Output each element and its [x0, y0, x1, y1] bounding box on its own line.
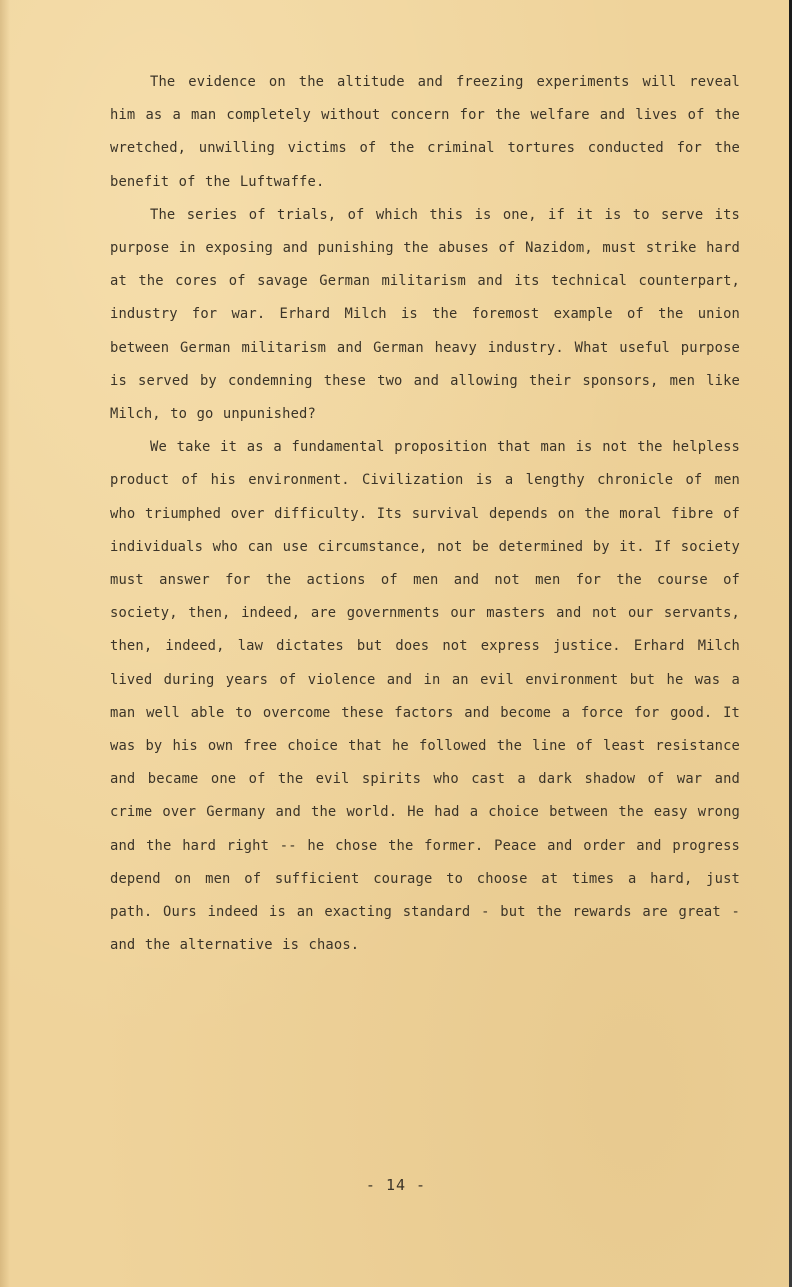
body-text [110, 66, 740, 962]
paragraph-3: We take it as a fundamental proposition that man is not the helpless product of his environment. Civilization is a lengthy chronicle of men who triumphed over difficulty. Its survival depends on the moral fibre of individuals who can use circumstance, not be determined by it. If society must answer for the actions of men and not men for the course of society, then, indeed, are governments our masters and not our servants, then, indeed, law dictates but does not express justice. Erhard Milch lived during years of violence and in an evil environment but he was a man well able to overcome these factors and become a force for good. It was by his own free choice that he followed the line of least resistance and became one of the evil spirits who cast a dark shadow of war and crime over Germany and the world. He had a choice between the easy wrong and the hard right -- he chose the former. Peace and order and progress depend on men of sufficient courage to choose at times a hard, just path. Ours indeed is an exacting standard - but the rewards are great - and the alternative is chaos. [110, 439, 740, 954]
page-edge-shadow [0, 0, 10, 1287]
paragraph-2: The series of trials, of which this is one, if it is to serve its purpose in exposing and punishing the abuses of Nazidom, must strike hard at the cores of savage German militarism and its technical counterpart, industry for war. Erhard Milch is the foremost example of the union between German militarism and German heavy industry. What useful purpose is served by condemning these two and allowing their sponsors, men like Milch, to go unpunished? [110, 206, 740, 423]
paragraph-1: The evidence on the altitude and freezing experiments will reveal him as a man completely without concern for the welfare and lives of the wretched, unwilling victims of the criminal tortures conducted for the benefit of the Luftwaffe. [110, 74, 740, 190]
page-number: - 14 - [365, 1176, 427, 1194]
